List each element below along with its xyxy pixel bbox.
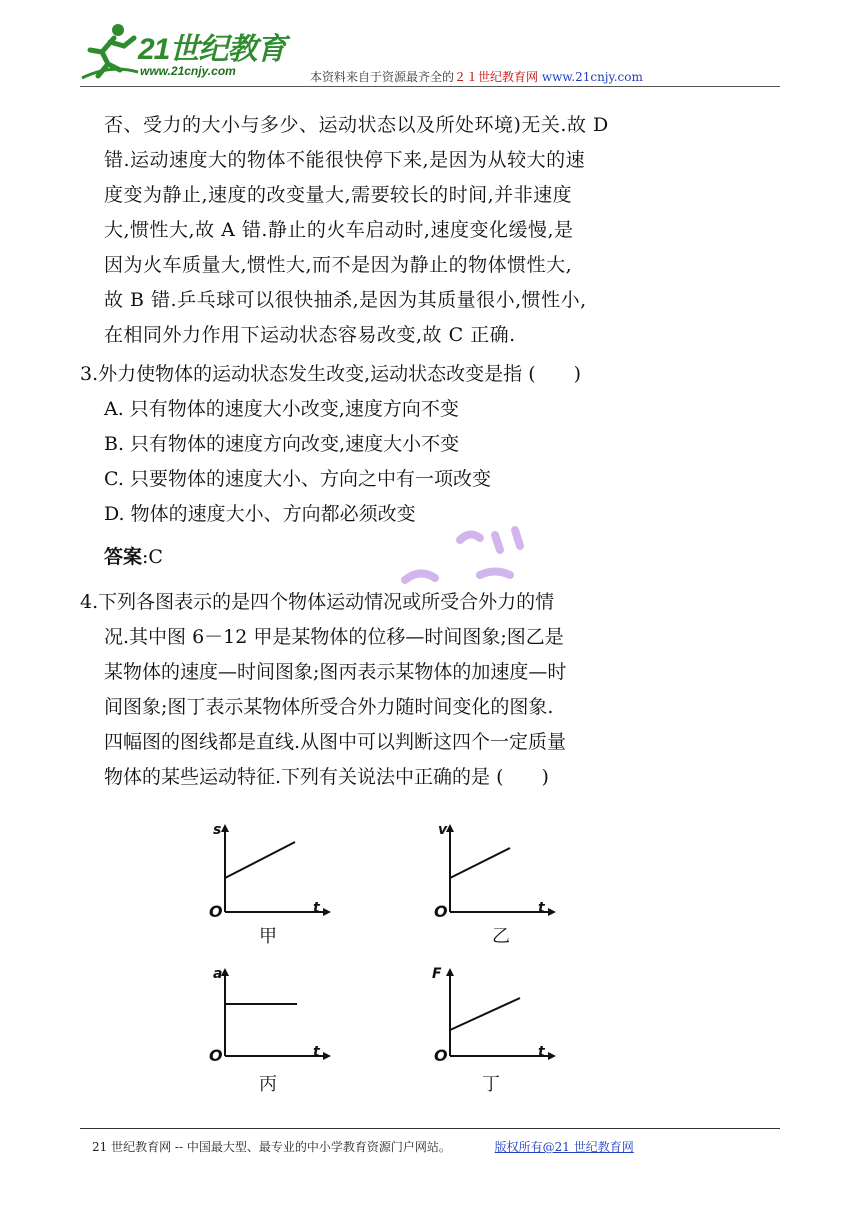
header-note xyxy=(310,68,643,85)
answer-value: :C xyxy=(142,546,163,568)
graph-ding-ylabel: F xyxy=(432,966,442,982)
graph-yi-origin: O xyxy=(434,902,448,921)
document-body xyxy=(80,108,700,795)
graph-jia xyxy=(205,820,335,947)
graph-yi xyxy=(430,820,560,947)
question-4-line: 间图象;图丁表示某物体所受合外力随时间变化的图象. xyxy=(104,696,554,718)
graph-bing xyxy=(205,964,335,1095)
graph-bing-xlabel: t xyxy=(313,1044,320,1060)
graph-ding xyxy=(430,964,560,1095)
question-4-line: 某物体的速度—时间图象;图丙表示某物体的加速度—时 xyxy=(104,661,567,683)
header-note-prefix: 本资料来自于资源最齐全的 xyxy=(310,70,455,84)
answer-label: 答案 xyxy=(104,546,143,568)
graph-yi-caption: 乙 xyxy=(492,926,510,947)
graph-jia-line xyxy=(225,842,295,878)
question-3-answer xyxy=(80,540,700,575)
footer-copyright-link[interactable]: 版权所有@21 世纪教育网 xyxy=(494,1140,634,1154)
header-note-url[interactable]: www.21cnjy.com xyxy=(541,70,643,84)
graph-bing-ylabel: a xyxy=(213,966,223,982)
explanation-block xyxy=(80,108,700,353)
explanation-line: 否、受力的大小与多少、运动状态以及所处环境)无关.故 D xyxy=(104,114,609,136)
header-note-site: 世纪教育网 xyxy=(478,70,539,84)
footer-text: 21 世纪教育网 -- 中国最大型、最专业的中小学教育资源门户网站。 xyxy=(92,1140,451,1154)
question-3-option-a: A. 只有物体的速度大小改变,速度方向不变 xyxy=(104,398,459,420)
header-divider xyxy=(80,86,780,87)
runner-logo-icon xyxy=(80,20,140,80)
question-4-line: 物体的某些运动特征.下列有关说法中正确的是 ( ) xyxy=(104,766,549,788)
graph-ding-origin: O xyxy=(434,1046,448,1065)
page-header xyxy=(80,18,780,88)
logo-title: 21世纪教育 xyxy=(138,33,286,66)
graph-yi-xlabel: t xyxy=(538,900,545,916)
graph-bing-origin: O xyxy=(209,1046,223,1065)
footer-divider xyxy=(80,1128,780,1129)
question-3-option-b: B. 只有物体的速度方向改变,速度大小不变 xyxy=(104,433,460,455)
explanation-line: 在相同外力作用下运动状态容易改变,故 C 正确. xyxy=(104,324,516,346)
question-3 xyxy=(80,357,700,575)
page-footer xyxy=(92,1138,634,1155)
graph-jia-origin: O xyxy=(209,902,223,921)
question-4 xyxy=(80,585,700,795)
graph-yi-ylabel: v xyxy=(438,822,448,838)
question-4-line: 四幅图的图线都是直线.从图中可以判断这四个一定质量 xyxy=(104,731,567,753)
explanation-line: 度变为静止,速度的改变量大,需要较长的时间,并非速度 xyxy=(104,184,573,206)
logo-url: www.21cnjy.com xyxy=(140,64,236,78)
explanation-line: 错.运动速度大的物体不能很快停下来,是因为从较大的速 xyxy=(104,149,586,171)
question-3-option-c: C. 只要物体的速度大小、方向之中有一项改变 xyxy=(104,468,491,490)
site-logo xyxy=(80,20,300,86)
graph-jia-caption: 甲 xyxy=(259,926,277,947)
question-3-stem: 3.外力使物体的运动状态发生改变,运动状态改变是指 ( ) xyxy=(80,363,582,385)
graph-yi-line xyxy=(450,848,510,878)
graph-ding-xlabel: t xyxy=(538,1044,545,1060)
watermark-graphic xyxy=(400,520,560,590)
question-4-line: 况.其中图 6－12 甲是某物体的位移—时间图象;图乙是 xyxy=(104,626,564,648)
graph-ding-line xyxy=(450,998,520,1030)
explanation-line: 因为火车质量大,惯性大,而不是因为静止的物体惯性大, xyxy=(104,254,573,276)
graph-jia-xlabel: t xyxy=(313,900,320,916)
question-4-line: 4.下列各图表示的是四个物体运动情况或所受合外力的情 xyxy=(80,591,555,613)
explanation-line: 故 B 错.乒乓球可以很快抽杀,是因为其质量很小,惯性小, xyxy=(104,289,587,311)
question-3-option-d: D. 物体的速度大小、方向都必须改变 xyxy=(104,503,416,525)
explanation-line: 大,惯性大,故 A 错.静止的火车启动时,速度变化缓慢,是 xyxy=(104,219,574,241)
graph-bing-caption: 丙 xyxy=(259,1074,277,1095)
graph-jia-ylabel: s xyxy=(213,822,222,838)
header-note-number: ２１ xyxy=(454,70,479,84)
graph-ding-caption: 丁 xyxy=(482,1074,500,1095)
